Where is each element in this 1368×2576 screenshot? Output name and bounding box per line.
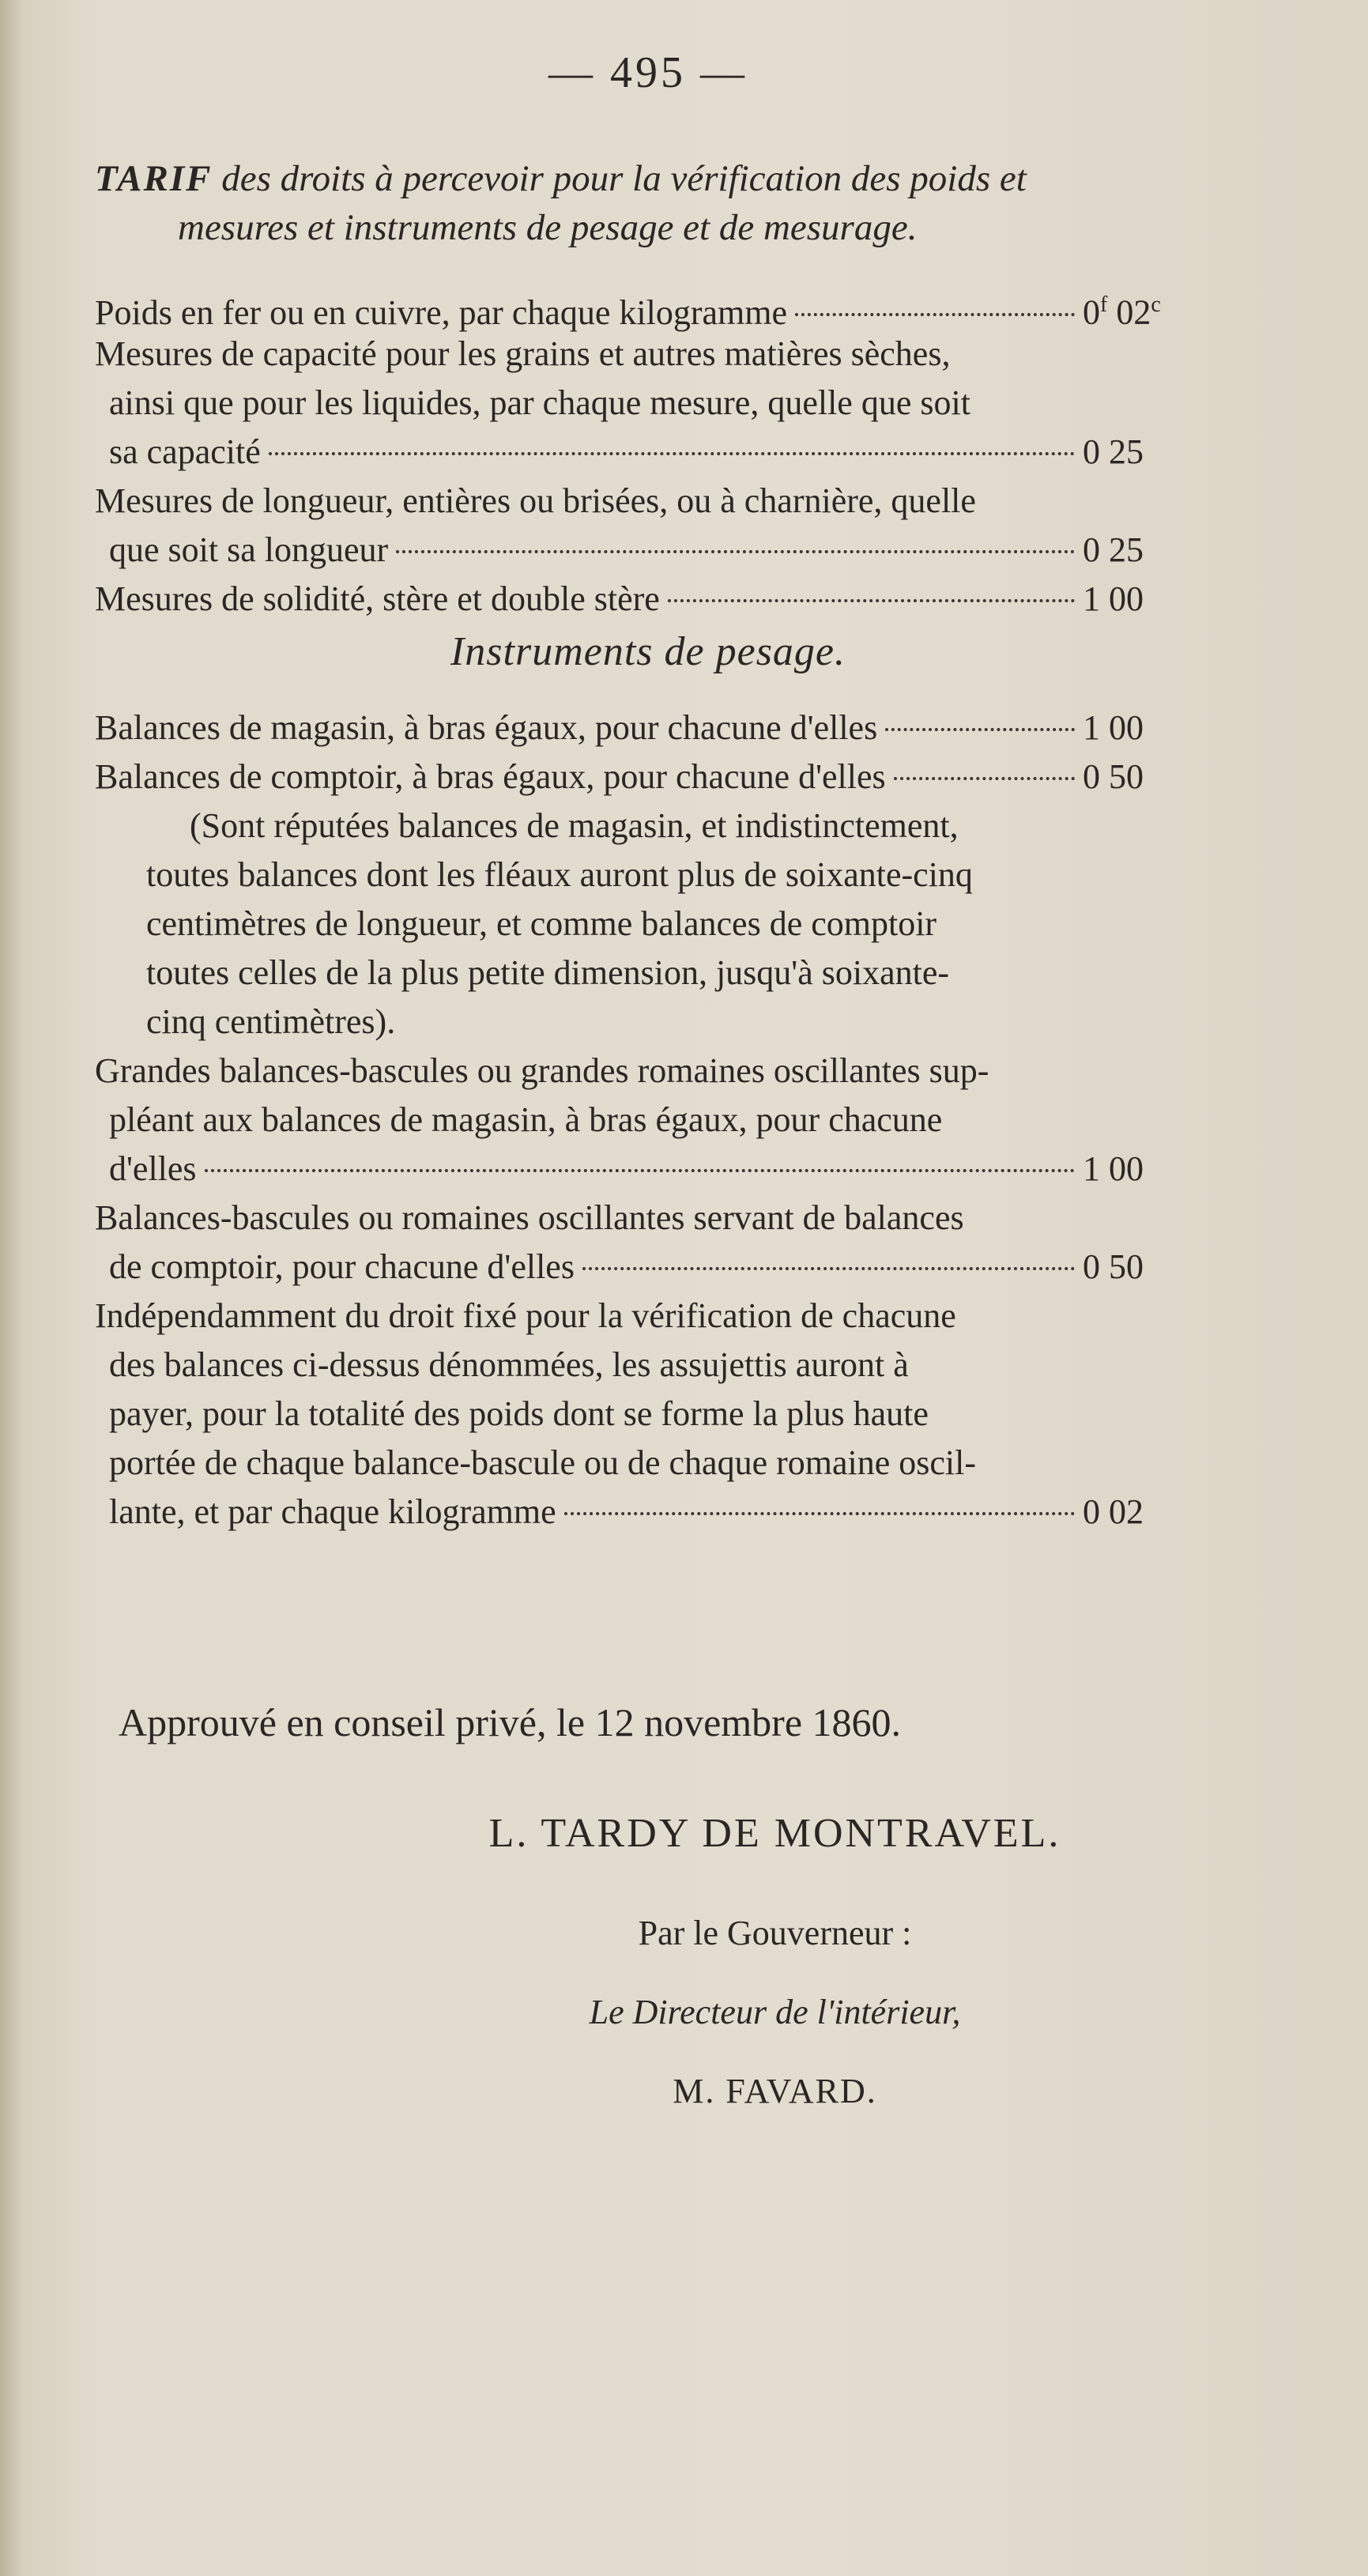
entry-text: d'elles xyxy=(109,1149,197,1188)
weighing-entry-counter-scales xyxy=(95,1194,1201,1292)
entry-text: Balances de magasin, à bras égaux, pour chacune d'elles xyxy=(95,708,878,747)
entry-row xyxy=(95,428,1201,477)
entry-price: 1 00 xyxy=(1083,1149,1144,1188)
entry-line: Mesures de longueur, entières ou brisées, ou à charnière, quelle xyxy=(95,481,976,520)
tariff-title xyxy=(95,154,1217,252)
approval-line: Approuvé en conseil privé, le 12 novembre 1860. xyxy=(119,1700,902,1744)
dot-leader xyxy=(668,599,1075,602)
entry-text: Balances de comptoir, à bras égaux, pour chacune d'elles xyxy=(95,757,886,796)
entry-line: pléant aux balances de magasin, à bras égaux, pour chacune xyxy=(109,1100,943,1139)
entry-row xyxy=(95,1145,1201,1194)
definition-note xyxy=(95,801,1201,1047)
note-line: cinq centimètres). xyxy=(146,1002,396,1041)
tariff-entry-length xyxy=(95,477,1201,575)
entry-line: payer, pour la totalité des poids dont se forme la plus haute xyxy=(109,1394,929,1433)
dot-leader xyxy=(582,1267,1075,1270)
entry-line: Mesures de capacité pour les grains et autres matières sèches, xyxy=(95,334,951,373)
title-line2: mesures et instruments de pesage et de mesurage. xyxy=(178,207,918,248)
weighing-entry-weights-fee xyxy=(95,1292,1201,1537)
dot-leader xyxy=(564,1512,1075,1515)
entry-text: Mesures de solidité, stère et double stère xyxy=(95,579,660,618)
signature-title: Le Directeur de l'intérieur, xyxy=(589,1993,961,2031)
entry-price: 0 25 xyxy=(1083,432,1144,471)
tariff-entry-weights xyxy=(95,281,1201,338)
section-heading: Instruments de pesage. xyxy=(450,629,846,674)
note-line: centimètres de longueur, et comme balances de comptoir xyxy=(146,904,937,943)
entry-line: Balances-bascules ou romaines oscillantes servant de balances xyxy=(95,1198,964,1237)
title-line1: des droits à percevoir pour la vérification des poids et xyxy=(212,158,1027,199)
entry-line: des balances ci-dessus dénommées, les assujettis auront à xyxy=(109,1345,909,1384)
entry-line: ainsi que pour les liquides, par chaque mesure, quelle que soit xyxy=(109,383,970,422)
entry-text: que soit sa longueur xyxy=(109,530,389,569)
weighing-entry-shop xyxy=(95,703,1201,752)
entry-text: Poids en fer ou en cuivre, par chaque kilogramme xyxy=(95,292,788,332)
entry-price: 0 50 xyxy=(1083,757,1144,796)
entry-price: 1 00 xyxy=(1083,708,1144,747)
entry-row xyxy=(95,575,1201,624)
entry-line: Grandes balances-bascules ou grandes romaines oscillantes sup- xyxy=(95,1051,989,1090)
dot-leader xyxy=(885,728,1075,731)
entry-line: portée de chaque balance-bascule ou de chaque romaine oscil- xyxy=(109,1443,977,1482)
title-lead: TARIF xyxy=(95,158,213,199)
note-line: toutes balances dont les fléaux auront plus de soixante-cinq xyxy=(146,855,973,894)
dot-leader xyxy=(396,550,1075,553)
page-number: — 495 — xyxy=(548,48,748,97)
entry-text: de comptoir, pour chacune d'elles xyxy=(109,1247,575,1286)
weighing-entry-counter xyxy=(95,752,1201,801)
note-line: toutes celles de la plus petite dimension, jusqu'à soixante- xyxy=(146,953,950,992)
entry-row xyxy=(95,1243,1201,1292)
entry-row xyxy=(95,526,1201,575)
entry-row xyxy=(95,703,1201,752)
signature-name: L. TARDY DE MONTRAVEL. xyxy=(488,1811,1061,1856)
dot-leader xyxy=(795,313,1075,316)
entry-text: sa capacité xyxy=(109,432,261,471)
entry-line: Indépendamment du droit fixé pour la vérification de chacune xyxy=(95,1296,956,1335)
note-line: (Sont réputées balances de magasin, et indistinctement, xyxy=(190,806,959,845)
entry-row xyxy=(95,281,1201,338)
entry-row xyxy=(95,752,1201,801)
dot-leader xyxy=(269,452,1075,455)
signature-par: Par le Gouverneur : xyxy=(638,1914,912,1952)
entry-price: 0 25 xyxy=(1083,530,1144,569)
entry-price: 0 02 xyxy=(1083,1492,1144,1531)
entry-price: 0 50 xyxy=(1083,1247,1144,1286)
entry-text: lante, et par chaque kilogramme xyxy=(109,1492,556,1531)
dot-leader xyxy=(894,777,1075,780)
entry-price: 1 00 xyxy=(1083,579,1144,618)
entry-price: 0$^f$ 02$^c$ xyxy=(1083,292,1161,332)
dot-leader xyxy=(205,1169,1075,1172)
entry-row xyxy=(95,1488,1201,1537)
signature-signer: M. FAVARD. xyxy=(673,2072,877,2110)
tariff-entry-capacity xyxy=(95,330,1201,477)
weighing-entry-large-scales xyxy=(95,1047,1201,1194)
tariff-entry-solidity xyxy=(95,575,1201,624)
